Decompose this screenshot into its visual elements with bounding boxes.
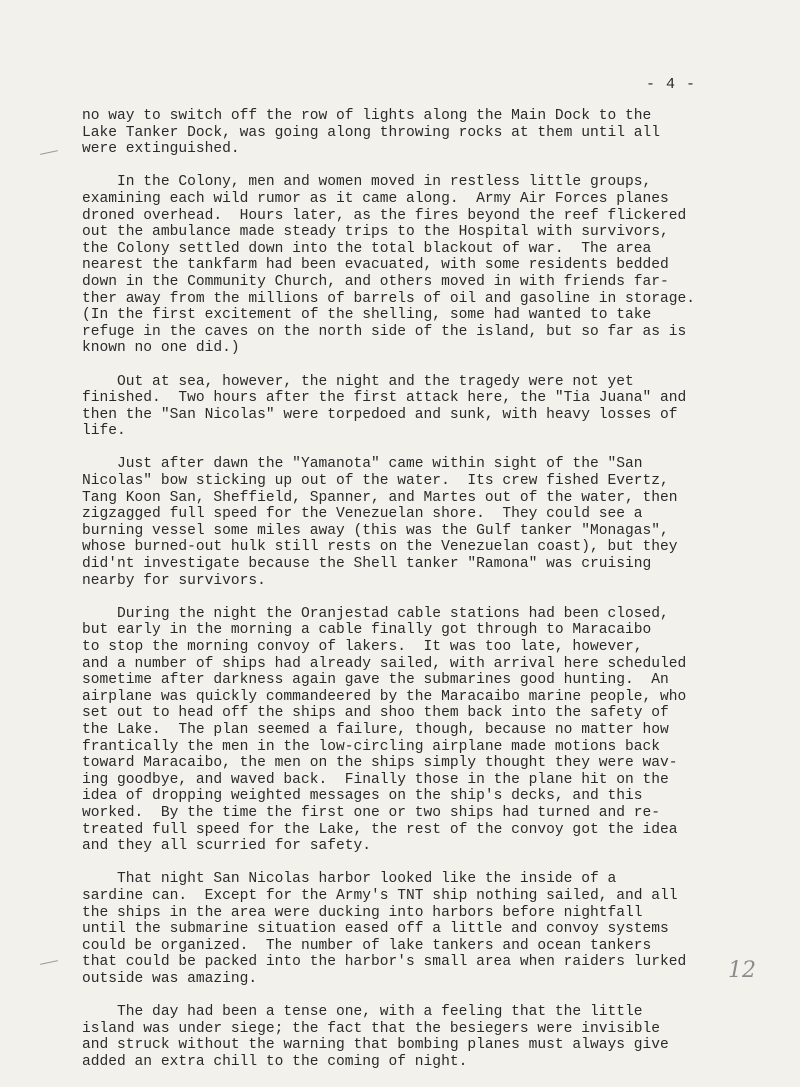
text-line: worked. By the time the first one or two ships had turned and re-	[82, 804, 661, 821]
text-line: zigzagged full speed for the Venezuelan shore. They could see a	[82, 506, 643, 523]
text-line: ing goodbye, and waved back. Finally those in the plane hit on the	[82, 771, 669, 788]
text-line: down in the Community Church, and others moved in with friends far-	[82, 273, 669, 290]
text-line: out the ambulance made steady trips to the Hospital with survivors,	[82, 224, 669, 241]
text-line: outside was amazing.	[82, 970, 258, 987]
text-line: treated full speed for the Lake, the rest of the convoy got the idea	[82, 821, 678, 838]
text-line: until the submarine situation eased off a little and convoy systems	[82, 921, 669, 938]
text-line: Out at sea, however, the night and the tragedy were not yet	[82, 373, 634, 390]
text-line: then the "San Nicolas" were torpedoed and sunk, with heavy losses of	[82, 406, 678, 423]
text-line: set out to head off the ships and shoo them back into the safety of	[82, 705, 669, 722]
text-line: sometime after darkness again gave the submarines good hunting. An	[82, 672, 669, 689]
text-line: but early in the morning a cable finally got through to Maracaibo	[82, 622, 652, 639]
text-line: life.	[82, 423, 126, 440]
paragraph	[82, 174, 772, 357]
text-line: whose burned-out hulk still rests on the Venezuelan coast), but they	[82, 539, 678, 556]
text-line: Nicolas" bow sticking up out of the water. Its crew fished Evertz,	[82, 473, 669, 490]
text-line: added an extra chill to the coming of night.	[82, 1053, 468, 1070]
text-line: burning vessel some miles away (this was the Gulf tanker "Monagas",	[82, 522, 669, 539]
text-line: The day had been a tense one, with a feeling that the little	[82, 1004, 643, 1021]
text-line: frantically the men in the low-circling airplane made motions back	[82, 738, 661, 755]
paragraph	[82, 374, 772, 440]
text-line: idea of dropping weighted messages on the ship's decks, and this	[82, 788, 643, 805]
text-line: and they all scurried for safety.	[82, 838, 372, 855]
text-line: island was under siege; the fact that the besiegers were invisible	[82, 1020, 661, 1037]
paragraph	[82, 606, 772, 855]
text-line: Tang Koon San, Sheffield, Spanner, and Martes out of the water, then	[82, 489, 678, 506]
text-line: and a number of ships had already sailed, with arrival here scheduled	[82, 655, 687, 672]
margin-mark	[40, 960, 58, 965]
handwritten-page-mark: 12	[728, 958, 756, 983]
text-line: During the night the Oranjestad cable stations had been closed,	[82, 605, 669, 622]
text-line: toward Maracaibo, the men on the ships simply thought they were wav-	[82, 755, 678, 772]
text-line: no way to switch off the row of lights along the Main Dock to the	[82, 108, 652, 124]
text-line: were extinguished.	[82, 141, 240, 158]
text-line: airplane was quickly commandeered by the Maracaibo marine people, who	[82, 688, 687, 705]
paragraph	[82, 871, 772, 987]
text-line: refuge in the caves on the north side of the island, but so far as is	[82, 323, 687, 340]
text-line: the Lake. The plan seemed a failure, though, because no matter how	[82, 721, 669, 738]
text-line: that could be packed into the harbor's small area when raiders lurked	[82, 954, 687, 971]
text-line: sardine can. Except for the Army's TNT ship nothing sailed, and all	[82, 887, 678, 904]
text-line: That night San Nicolas harbor looked like the inside of a	[82, 871, 617, 888]
text-line: to stop the morning convoy of lakers. It was too late, however,	[82, 639, 643, 655]
text-line: the ships in the area were ducking into harbors before nightfall	[82, 904, 643, 921]
text-line: examining each wild rumor as it came along. Army Air Forces planes	[82, 190, 669, 207]
text-line: (In the first excitement of the shelling, some had wanted to take	[82, 307, 652, 324]
paragraph	[82, 456, 772, 589]
text-line: Lake Tanker Dock, was going along throwing rocks at them until all	[82, 124, 661, 141]
paragraph	[82, 1004, 772, 1070]
text-line: did'nt investigate because the Shell tanker "Ramona" was cruising	[82, 556, 652, 573]
paragraph	[82, 108, 772, 158]
text-line: ther away from the millions of barrels of oil and gasoline in storage.	[82, 290, 696, 307]
document-body	[82, 108, 772, 1087]
text-line: nearest the tankfarm had been evacuated, with some residents bedded	[82, 257, 669, 274]
text-line: Just after dawn the "Yamanota" came within sight of the "San	[82, 456, 643, 473]
page-number: - 4 -	[646, 76, 697, 93]
text-line: finished. Two hours after the first attack here, the "Tia Juana" and	[82, 390, 687, 407]
text-line: could be organized. The number of lake tankers and ocean tankers	[82, 937, 652, 954]
text-line: the Colony settled down into the total blackout of war. The area	[82, 240, 652, 257]
text-line: In the Colony, men and women moved in restless little groups,	[82, 174, 652, 191]
text-line: and struck without the warning that bombing planes must always give	[82, 1037, 669, 1054]
text-line: known no one did.)	[82, 340, 240, 357]
margin-mark	[40, 150, 58, 155]
text-line: droned overhead. Hours later, as the fires beyond the reef flickered	[82, 207, 687, 224]
text-line: nearby for survivors.	[82, 572, 266, 589]
